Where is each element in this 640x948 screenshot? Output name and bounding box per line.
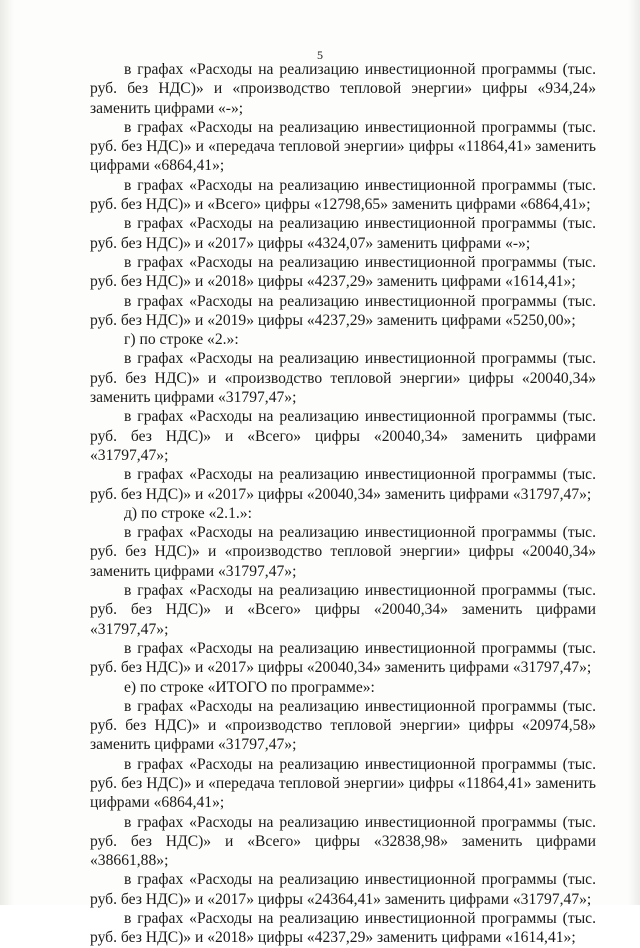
paragraph: в графах «Расходы на реализацию инвестиционной программы (тыс. руб. без НДС)» и «2019» цифры «4237,29» заменить цифрами «5250,00»; [90, 292, 596, 329]
paragraph: в графах «Расходы на реализацию инвестиционной программы (тыс. руб. без НДС)» и «2017» цифры «20040,34» заменить цифрами «31797,47»; [90, 639, 596, 677]
subsection-heading: д) по строке «2.1.»: [124, 504, 252, 522]
subsection-heading: е) по строке «ИТОГО по программе»: [124, 678, 375, 696]
paragraph: в графах «Расходы на реализацию инвестиционной программы (тыс. руб. без НДС)» и «Всего» цифры «20040,34» заменить цифрами «31797,47»; [90, 582, 596, 638]
paragraph: в графах «Расходы на реализацию инвестиционной программы (тыс. руб. без НДС)» и «передача тепловой энергии» цифры «11864,41» заменить цифрами «6864,41»; [90, 118, 596, 175]
subsection-heading: г) по строке «2.»: [124, 331, 239, 349]
paragraph: в графах «Расходы на реализацию инвестиционной программы (тыс. руб. без НДС)» и «Всего» цифры «32838,98» заменить цифрами «38661,88»; [90, 813, 596, 870]
paragraph: в графах «Расходы на реализацию инвестиционной программы (тыс. руб. без НДС)» и «передача тепловой энергии» цифры «11864,41» заменить цифрами «6864,41»; [90, 755, 596, 812]
paragraph: в графах «Расходы на реализацию инвестиционной программы (тыс. руб. без НДС)» и «2018» цифры «4237,29» заменить цифрами «1614,41»; [90, 910, 596, 947]
document-body [90, 60, 596, 948]
paragraph: в графах «Расходы на реализацию инвестиционной программы (тыс. руб. без НДС)» и «производство тепловой энергии» цифры «934,24» заменить цифрами «-»; [90, 61, 596, 117]
paragraph: в графах «Расходы на реализацию инвестиционной программы (тыс. руб. без НДС)» и «производство тепловой энергии» цифры «20040,34» заменить цифрами «31797,47»; [90, 350, 596, 407]
paragraph: в графах «Расходы на реализацию инвестиционной программы (тыс. руб. без НДС)» и «2017» цифры «20040,34» заменить цифрами «31797,47»; [90, 466, 596, 503]
paragraph: в графах «Расходы на реализацию инвестиционной программы (тыс. руб. без НДС)» и «производство тепловой энергии» цифры «20040,34» заменить цифрами «31797,47»; [90, 524, 596, 580]
scan-shadow-left [0, 0, 14, 905]
paragraph: в графах «Расходы на реализацию инвестиционной программы (тыс. руб. без НДС)» и «2017» цифры «4324,07» заменить цифрами «-»; [90, 215, 596, 252]
paragraph: в графах «Расходы на реализацию инвестиционной программы (тыс. руб. без НДС)» и «Всего» цифры «12798,65» заменить цифрами «6864,41»; [90, 176, 596, 214]
scan-shadow-right [628, 0, 640, 905]
paragraph: в графах «Расходы на реализацию инвестиционной программы (тыс. руб. без НДС)» и «2018» цифры «4237,29» заменить цифрами «1614,41»; [90, 253, 596, 291]
paragraph: в графах «Расходы на реализацию инвестиционной программы (тыс. руб. без НДС)» и «2017» цифры «24364,41» заменить цифрами «31797,47»; [90, 871, 596, 908]
page-number: 5 [317, 48, 323, 62]
paragraph: в графах «Расходы на реализацию инвестиционной программы (тыс. руб. без НДС)» и «производство тепловой энергии» цифры «20974,58» заменить цифрами «31797,47»; [90, 697, 596, 754]
paragraph: в графах «Расходы на реализацию инвестиционной программы (тыс. руб. без НДС)» и «Всего» цифры «20040,34» заменить цифрами «31797,47»; [90, 408, 596, 464]
